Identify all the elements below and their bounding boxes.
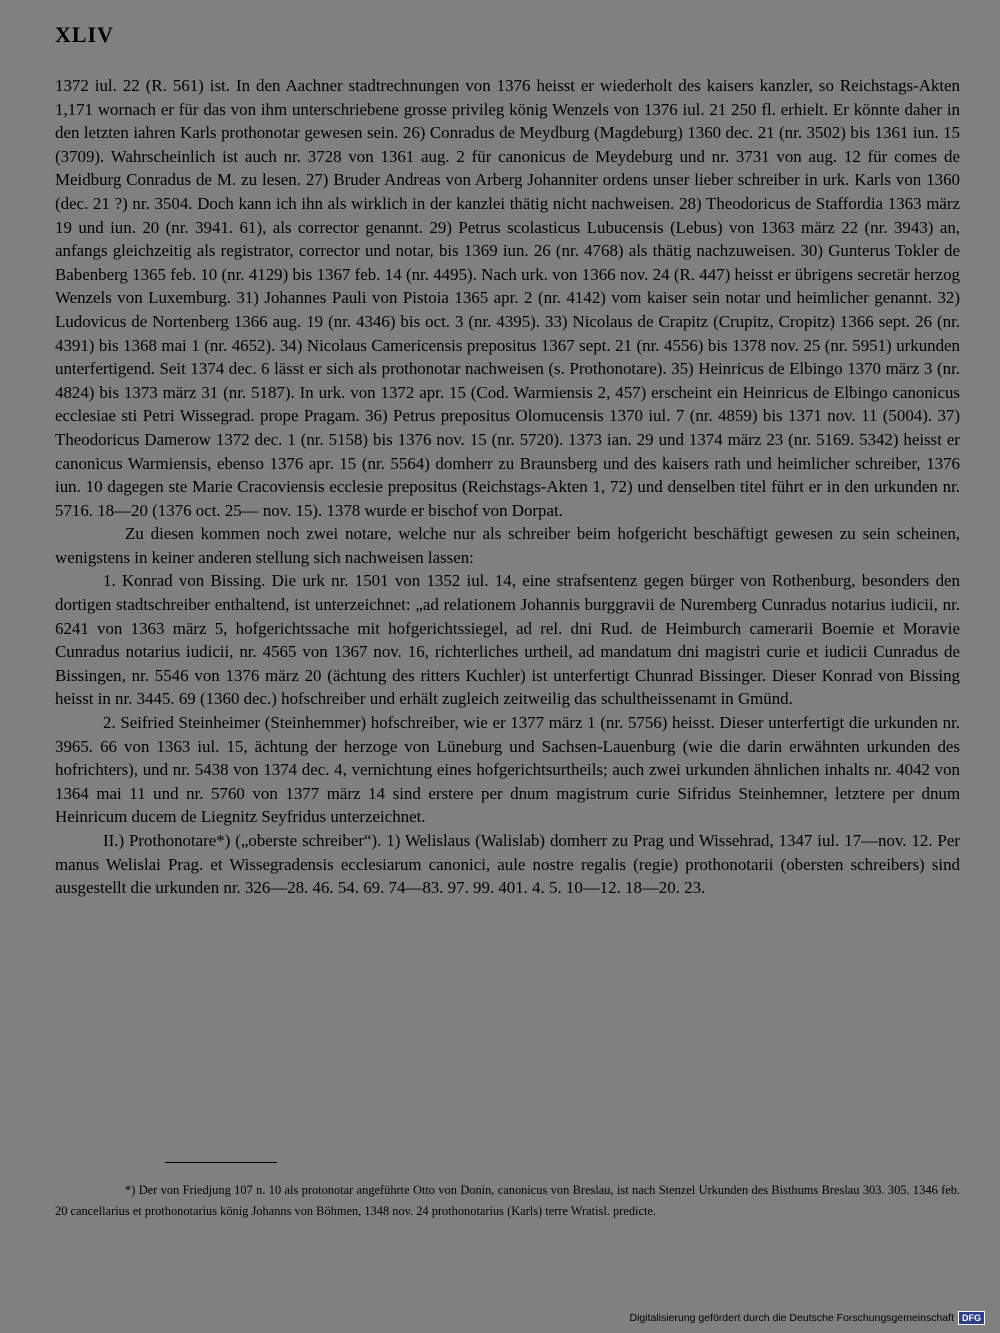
paragraph: 1. Konrad von Bissing. Die urk nr. 1501 von 1352 iul. 14, eine strafsentenz gegen bürger von Rothenburg, besonders den dortigen stadtschreiber enthaltend, ist unterzeichnet: „ad relationem Johannis burggravii de Nuremberg Cunradus notarius iudicii, nr. 6241 von 1363 märz 5, hofgerichtssache mit hofgerichtssiegel, ad rel. dni Rud. de Heimburch camerarii Boemie et Moravie Cunradus notarius iudicii, nr. 4565 von 1367 nov. 16, richterliches urtheil, ad mandatum dni magistri curie et iudicii Cunradus de Bissingen, nr. 5546 von 1376 märz 20 (ächtung des ritters Kuchler) ist unterfertigt Chunrad Bissinger. Dieser Konrad von Bissing heisst in nr. 3445. 69 (1360 dec.) hofschreiber und erhält zugleich zeitweilig das schultheissenamt in Gmünd. bbox=[55, 571, 960, 709]
paragraph: 1372 iul. 22 (R. 561) ist. In den Aachner stadtrechnungen von 1376 heisst er wiederholt des kaisers kanzler, so Reichstags-Akten 1,171 wornach er für das von ihm unterschriebene grosse privileg könig Wenzels von 1376 iul. 21 250 fl. erhielt. Er könnte daher in den letzten iahren Karls prothonotar gewesen sein. 26) Conradus de Meydburg (Magdeburg) 1360 dec. 21 (nr. 3502) bis 1361 iun. 15 (3709). Wahrscheinlich ist auch nr. 3728 von 1361 aug. 2 für canonicus de Meydeburg und nr. 3731 von aug. 12 für comes de Meidburg Conradus de M. zu lesen. 27) Bruder Andreas von Arberg Johanniter ordens unser lieber schreiber in urk. Karls von 1360 (dec. 21 ?) nr. 3504. Doch kann ich ihn als wirklich in der kanzlei thätig nicht nachweisen. 28) Theodoricus de Staffordia 1363 märz 19 und iun. 20 (nr. 3941. 61), als corrector genannt. 29) Petrus scolasticus Lubucensis (Lebus) von 1363 märz 22 (nr. 3943) an, anfangs gleichzeitig als registrator, corrector und notar, bis 1369 iun. 26 (nr. 4768) als thätig nachzuweisen. 30) Gunterus Tokler de Babenberg 1365 feb. 10 (nr. 4129) bis 1367 feb. 14 (nr. 4495). Nach urk. von 1366 nov. 24 (R. 447) heisst er übrigens secretär herzog Wenzels von Luxemburg. 31) Johannes Pauli von Pistoia 1365 apr. 2 (nr. 4142) vom kaiser sein notar und heimlicher genannt. 32) Ludovicus de Nortenberg 1366 aug. 19 (nr. 4346) bis oct. 3 (nr. 4395). 33) Nicolaus de Crapitz (Crupitz, Cropitz) 1366 sept. 26 (nr. 4391) bis 1368 mai 1 (nr. 4652). 34) Nicolaus Camericensis prepositus 1367 sept. 21 (nr. 4556) bis 1378 nov. 25 (nr. 5951) urkunden unterfertigend. Seit 1374 dec. 6 lässt er sich als prothonotar nachweisen (s. Prothonotare). 35) Heinricus de Elbingo 1370 märz 3 (nr. 4824) bis 1373 märz 31 (nr. 5187). In urk. von 1372 apr. 15 (Cod. Warmiensis 2, 457) erscheint ein Heinricus de Elbingo canonicus ecclesiae sti Petri Wissegrad. prope Pragam. 36) Petrus prepositus Olomucensis 1370 iul. 7 (nr. 4859) bis 1371 nov. 11 (5004). 37) Theodoricus Damerow 1372 dec. 1 (nr. 5158) bis 1376 nov. 15 (nr. 5720). 1373 ian. 29 und 1374 märz 23 (nr. 5169. 5342) heisst er canonicus Warmiensis, ebenso 1376 apr. 15 (nr. 5564) domherr zu Braunsberg und des kaisers rath und heimlicher schreiber, 1376 iun. 10 dagegen ste Marie Cracoviensis ecclesie prepositus (Reichstags-Akten 1, 72) und denselben titel führt er in den urkunden nr. 5716. 18—20 (1376 oct. 25— nov. 15). 1378 wurde er bischof von Dorpat. bbox=[55, 76, 960, 520]
dfg-credit: Digitalisierung gefördert durch die Deutsche Forschungsgemeinschaft bbox=[629, 1312, 954, 1324]
page-number: XLIV bbox=[55, 22, 115, 47]
dfg-logo-icon: DFG bbox=[958, 1311, 985, 1325]
footnote-text: *) Der von Friedjung 107 n. 10 als protonotar angeführte Otto von Donin, canonicus von Breslau, ist nach Stenzel Urkunden des Bisthums Breslau 303. 305. 1346 feb. 20 cancellarius et prothonotarius könig Johanns von Böhmen, 1348 nov. 24 prothonotarius (Karls) terre Wratisl. predicte. bbox=[55, 1183, 960, 1218]
paragraph: Zu diesen kommen noch zwei notare, welche nur als schreiber beim hofgericht beschäftigt gewesen zu sein scheinen, wenigstens in keiner anderen stellung sich nachweisen lassen: bbox=[55, 524, 960, 567]
body-text bbox=[55, 74, 960, 900]
dfg-footer bbox=[629, 1311, 985, 1325]
footnote bbox=[55, 1180, 960, 1221]
paragraph: 2. Seifried Steinheimer (Steinhemmer) hofschreiber, wie er 1377 märz 1 (nr. 5756) heisst. Dieser unterfertigt die urkunden nr. 3965. 66 von 1363 iul. 15, ächtung der herzoge von Lüneburg und Sachsen-Lauenburg (wie die darin erwähnten urkunden des hofrichters), und nr. 5438 von 1374 dec. 4, vernichtung eines hofgerichtsurtheils; auch zwei urkunden ähnlichen inhalts nr. 4042 von 1364 mai 11 und nr. 5760 von 1377 märz 14 sind erstere per dnum magistrum curie Sifridus Steinhemner, letztere per dnum Heinricum ducem de Liegnitz Seyfridus unterzeichnet. bbox=[55, 713, 960, 827]
footnote-rule bbox=[165, 1162, 277, 1163]
paragraph: II.) Prothonotare*) („oberste schreiber“). 1) Welislaus (Walislab) domherr zu Prag und Wissehrad, 1347 iul. 17—nov. 12. Per manus Welislai Prag. et Wissegradensis ecclesiarum canonici, aule nostre regalis (regie) prothonotarii (obersten schreibers) sind ausgestellt die urkunden nr. 326—28. 46. 54. 69. 74—83. 97. 99. 401. 4. 5. 10—12. 18—20. 23. bbox=[55, 831, 960, 898]
